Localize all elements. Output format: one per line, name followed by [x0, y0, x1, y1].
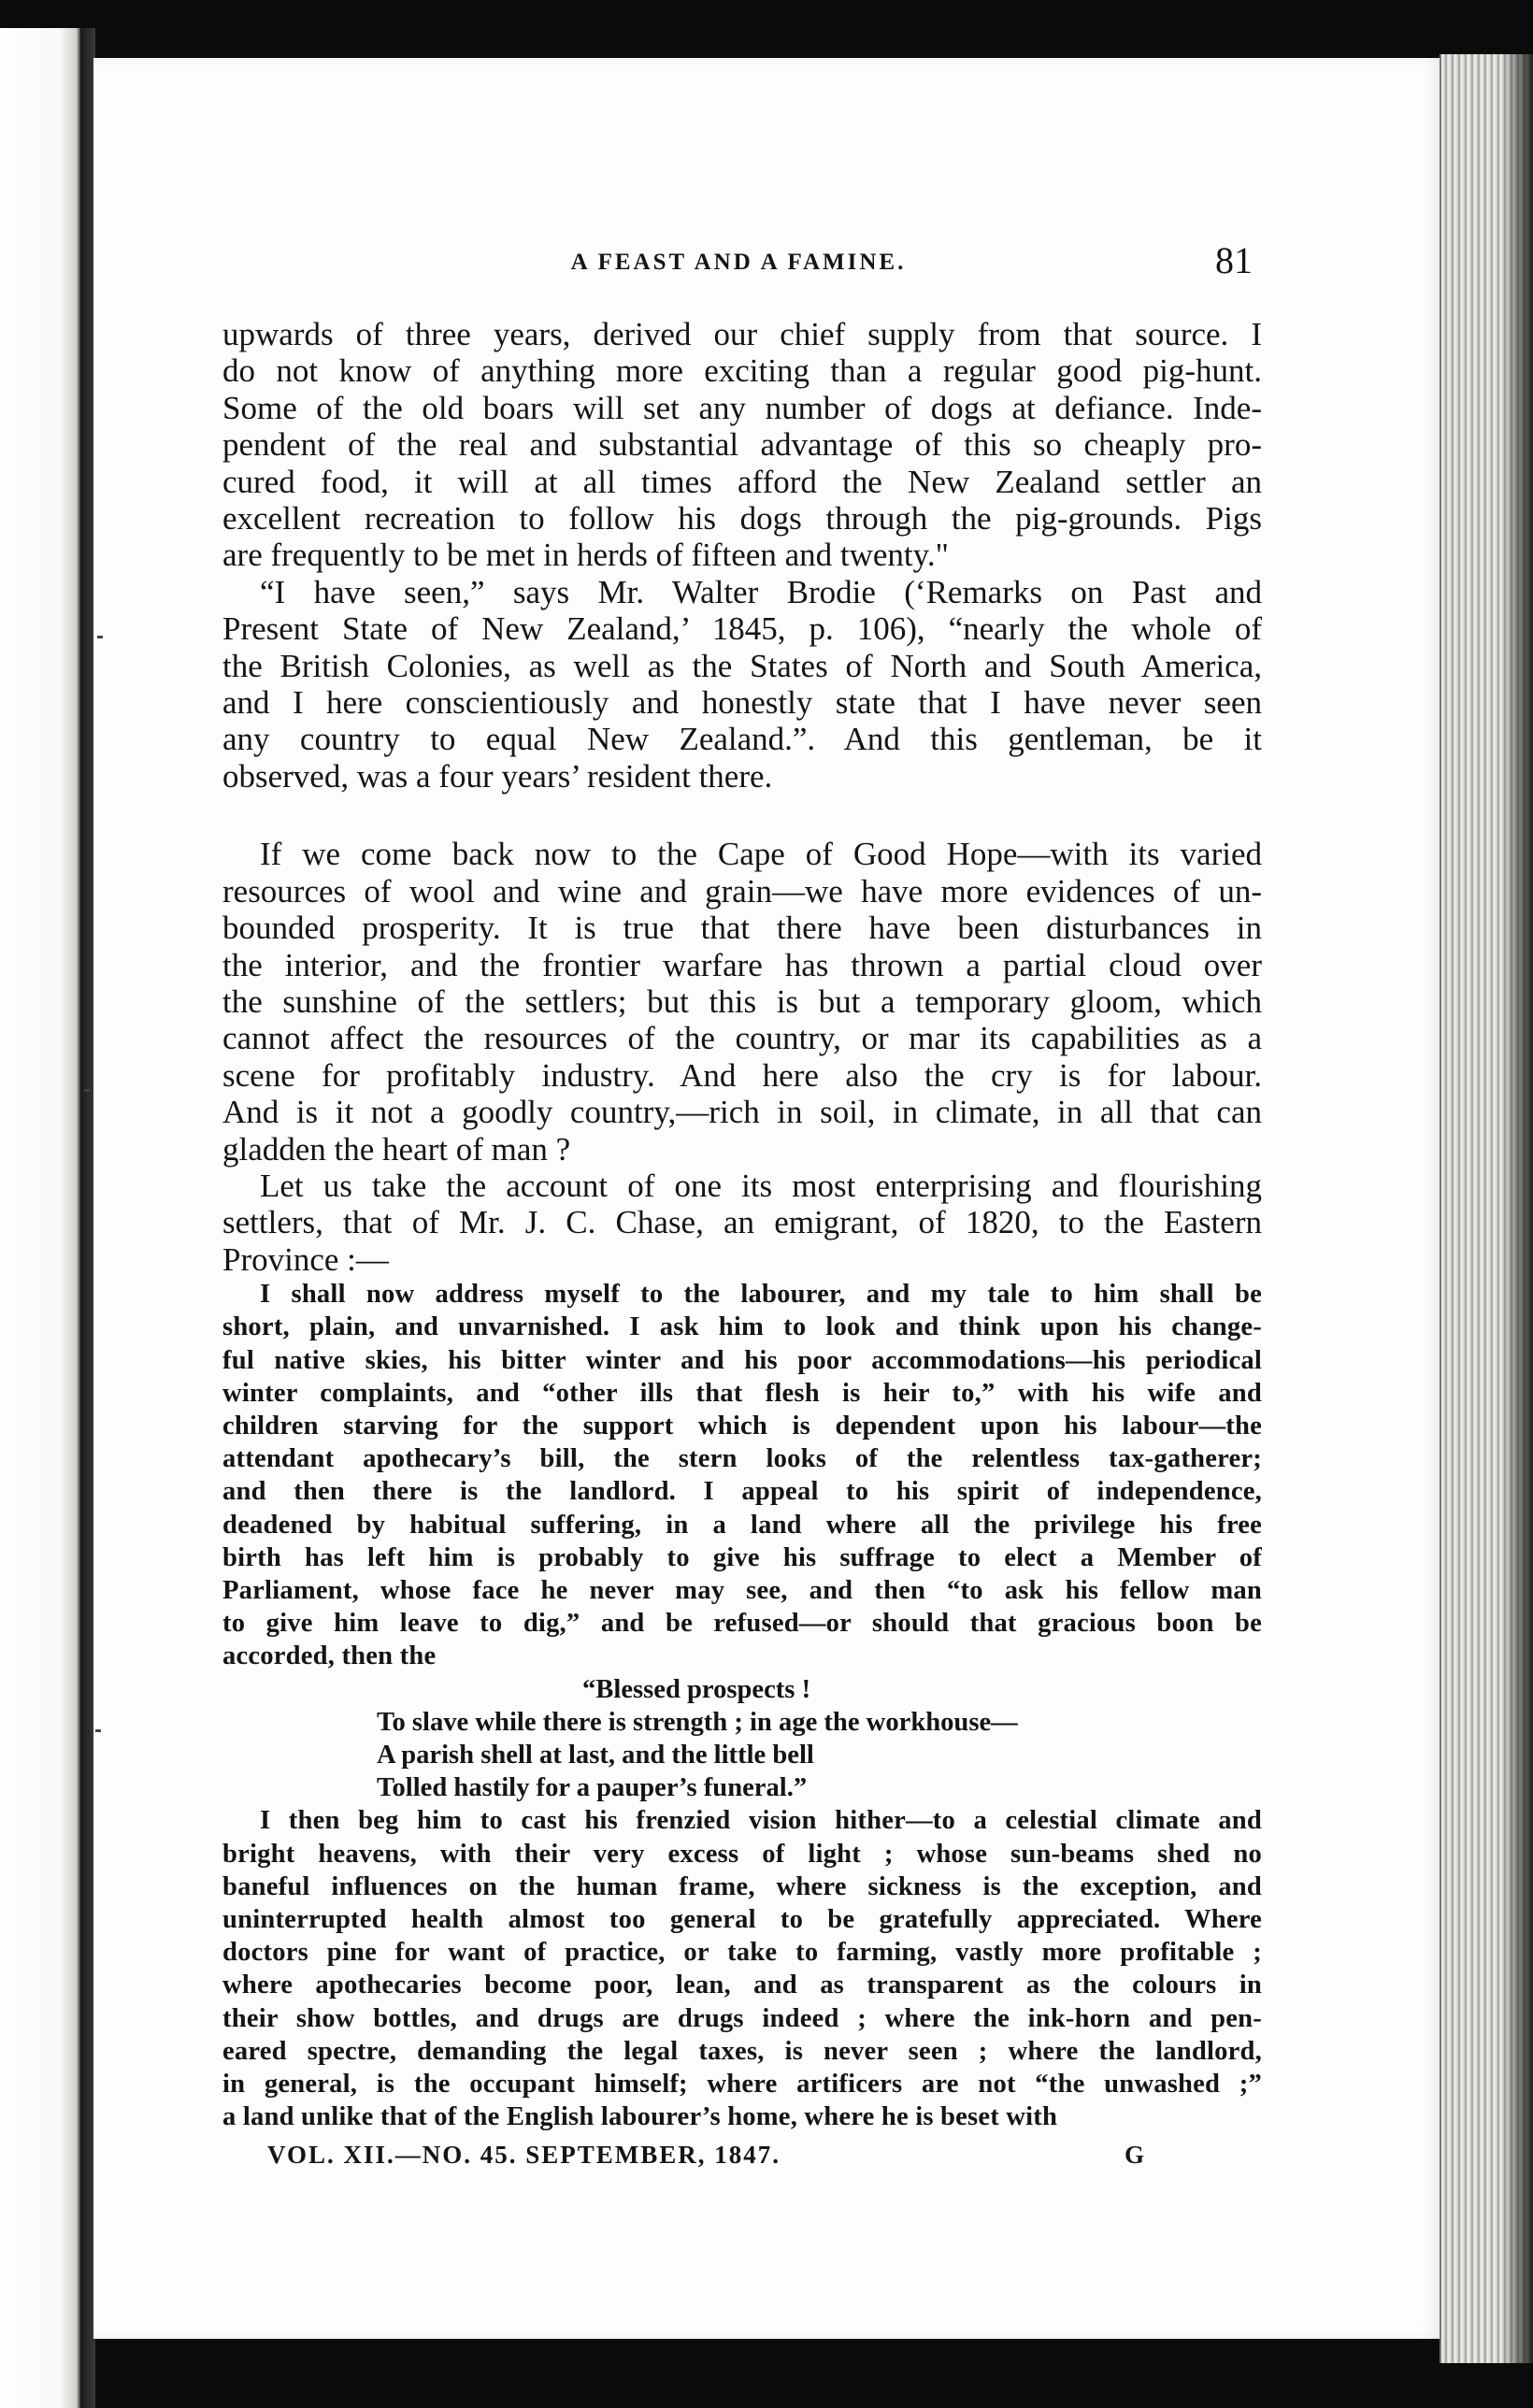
verse-line: Tolled hastily for a pauper’s funeral.” — [377, 1773, 808, 1803]
text-line: observed, was a four years’ resident there. — [222, 757, 773, 795]
text-line: attendant apothecary’s bill, the stern looks of the relentless tax-gatherer; — [222, 1444, 1262, 1474]
paragraph — [222, 1804, 1262, 2133]
text-line: “I have seen,” says Mr. Walter Brodie (‘Remarks on Past and — [260, 573, 1262, 610]
text-line: settlers, that of Mr. J. C. Chase, an emigrant, of 1820, to the Eastern — [222, 1204, 1262, 1241]
verse-quotation — [222, 1673, 1262, 1805]
text-line: bounded prosperity. It is true that there have been disturbances in — [222, 910, 1262, 947]
text-line: to give him leave to dig,” and be refused—or should that gracious boon be — [222, 1609, 1262, 1639]
text-line: a land unlike that of the English labourer’s home, where he is beset with — [222, 2102, 1058, 2132]
text-line: deadened by habitual suffering, in a land where all the privilege his free — [222, 1510, 1262, 1540]
text-line: bright heavens, with their very excess of light ; whose sun-beams shed no — [222, 1839, 1262, 1869]
text-line: are frequently to be met in herds of fifteen and twenty." — [222, 537, 949, 574]
text-line: And is it not a goodly country,—rich in soil, in climate, in all that can — [222, 1094, 1262, 1131]
text-line: short, plain, and unvarnished. I ask him to look and think upon his change- — [222, 1312, 1262, 1342]
text-line: do not know of anything more exciting than a regular good pig-hunt. — [222, 352, 1262, 390]
text-line: upwards of three years, derived our chief supply from that source. I — [222, 316, 1262, 352]
verse-line: To slave while there is strength ; in age the workhouse— — [377, 1707, 1018, 1737]
signature-mark: G — [1124, 2141, 1146, 2169]
text-line: cannot affect the resources of the country, or mar its capabilities as a — [222, 1020, 1262, 1057]
text-line: the interior, and the frontier warfare has thrown a partial cloud over — [222, 946, 1262, 983]
running-head — [224, 238, 1253, 294]
text-line: Province :— — [222, 1240, 389, 1278]
margin-mark — [95, 1729, 101, 1732]
text-line: their show bottles, and drugs are drugs indeed ; where the ink-horn and pen- — [222, 2003, 1262, 2033]
text-line: winter complaints, and “other ills that flesh is heir to,” with his wife and — [222, 1378, 1262, 1408]
footer-volume-date: VOL. XII.—NO. 45. SEPTEMBER, 1847. — [267, 2141, 781, 2169]
text-line: ful native skies, his bitter winter and his poor accommodations—his periodical — [222, 1345, 1262, 1375]
paragraph — [222, 1278, 1262, 1672]
text-line: where apothecaries become poor, lean, and as transparent as the colours in — [222, 1971, 1262, 2000]
text-line: baneful influences on the human frame, where sickness is the exception, and — [222, 1871, 1262, 1901]
text-line: uninterrupted health almost too general to be gratefully appreciated. Where — [222, 1905, 1262, 1935]
paragraph — [222, 574, 1262, 795]
text-line: cured food, it will at all times afford the New Zealand settler an — [222, 463, 1262, 500]
body-text — [222, 316, 1262, 2133]
text-line: gladden the heart of man ? — [222, 1130, 571, 1168]
text-line: doctors pine for want of practice, or take to farming, vastly more profitable ; — [222, 1938, 1262, 1968]
paragraph-gap — [222, 795, 1262, 836]
text-line: and I here conscientiously and honestly state that I have never seen — [222, 684, 1262, 722]
margin-mark — [97, 636, 103, 638]
page-edges — [1440, 54, 1533, 2363]
footer — [267, 2141, 1146, 2170]
text-line: and then there is the landlord. I appeal to his spirit of independence, — [222, 1477, 1262, 1507]
text-line: Let us take the account of one its most enterprising and flourishing — [260, 1167, 1262, 1204]
text-line: children starving for the support which is dependent upon his labour—the — [222, 1411, 1262, 1440]
text-line: Present State of New Zealand,’ 1845, p. 106), “nearly the whole of — [222, 610, 1262, 648]
text-line: If we come back now to the Cape of Good Hope—with its varied — [260, 836, 1262, 873]
verse-line: “Blessed prospects ! — [582, 1674, 811, 1704]
verse-line: A parish shell at last, and the little bell — [377, 1741, 814, 1770]
text-line: in general, is the occupant himself; where artificers are not “the unwashed ;” — [222, 2070, 1262, 2100]
text-line: accorded, then the — [222, 1641, 437, 1671]
text-line: I shall now address myself to the labourer, and my tale to him shall be — [260, 1280, 1262, 1310]
text-line: pendent of the real and substantial advantage of this so cheaply pro- — [222, 426, 1262, 464]
page-number: 81 — [1215, 239, 1253, 281]
text-line: resources of wool and wine and grain—we have more evidences of un- — [222, 872, 1262, 910]
text-line: excellent recreation to follow his dogs through the pig-grounds. Pigs — [222, 500, 1262, 538]
text-line: the British Colonies, as well as the States of North and South America, — [222, 647, 1262, 684]
running-title: A FEAST AND A FAMINE. — [570, 250, 907, 275]
text-line: Parliament, whose face he never may see, and then “to ask his fellow man — [222, 1575, 1262, 1605]
paragraph — [222, 1168, 1262, 1278]
margin-mark — [84, 1089, 90, 1092]
text-line: scene for profitably industry. And here also the cry is for labour. — [222, 1056, 1262, 1094]
left-page-edge — [0, 28, 80, 2408]
paragraph — [222, 316, 1262, 574]
text-line: eared spectre, demanding the legal taxes, is never seen ; where the landlord, — [222, 2036, 1262, 2066]
text-line: the sunshine of the settlers; but this is but a temporary gloom, which — [222, 982, 1262, 1020]
text-line: any country to equal New Zealand.”. And this gentleman, be it — [222, 721, 1262, 758]
paragraph — [222, 836, 1262, 1168]
text-line: I then beg him to cast his frenzied vision hither—to a celestial climate and — [260, 1806, 1262, 1836]
text-line: Some of the old boars will set any number of dogs at defiance. Inde- — [222, 389, 1262, 426]
text-line: birth has left him is probably to give his suffrage to elect a Member of — [222, 1542, 1262, 1572]
